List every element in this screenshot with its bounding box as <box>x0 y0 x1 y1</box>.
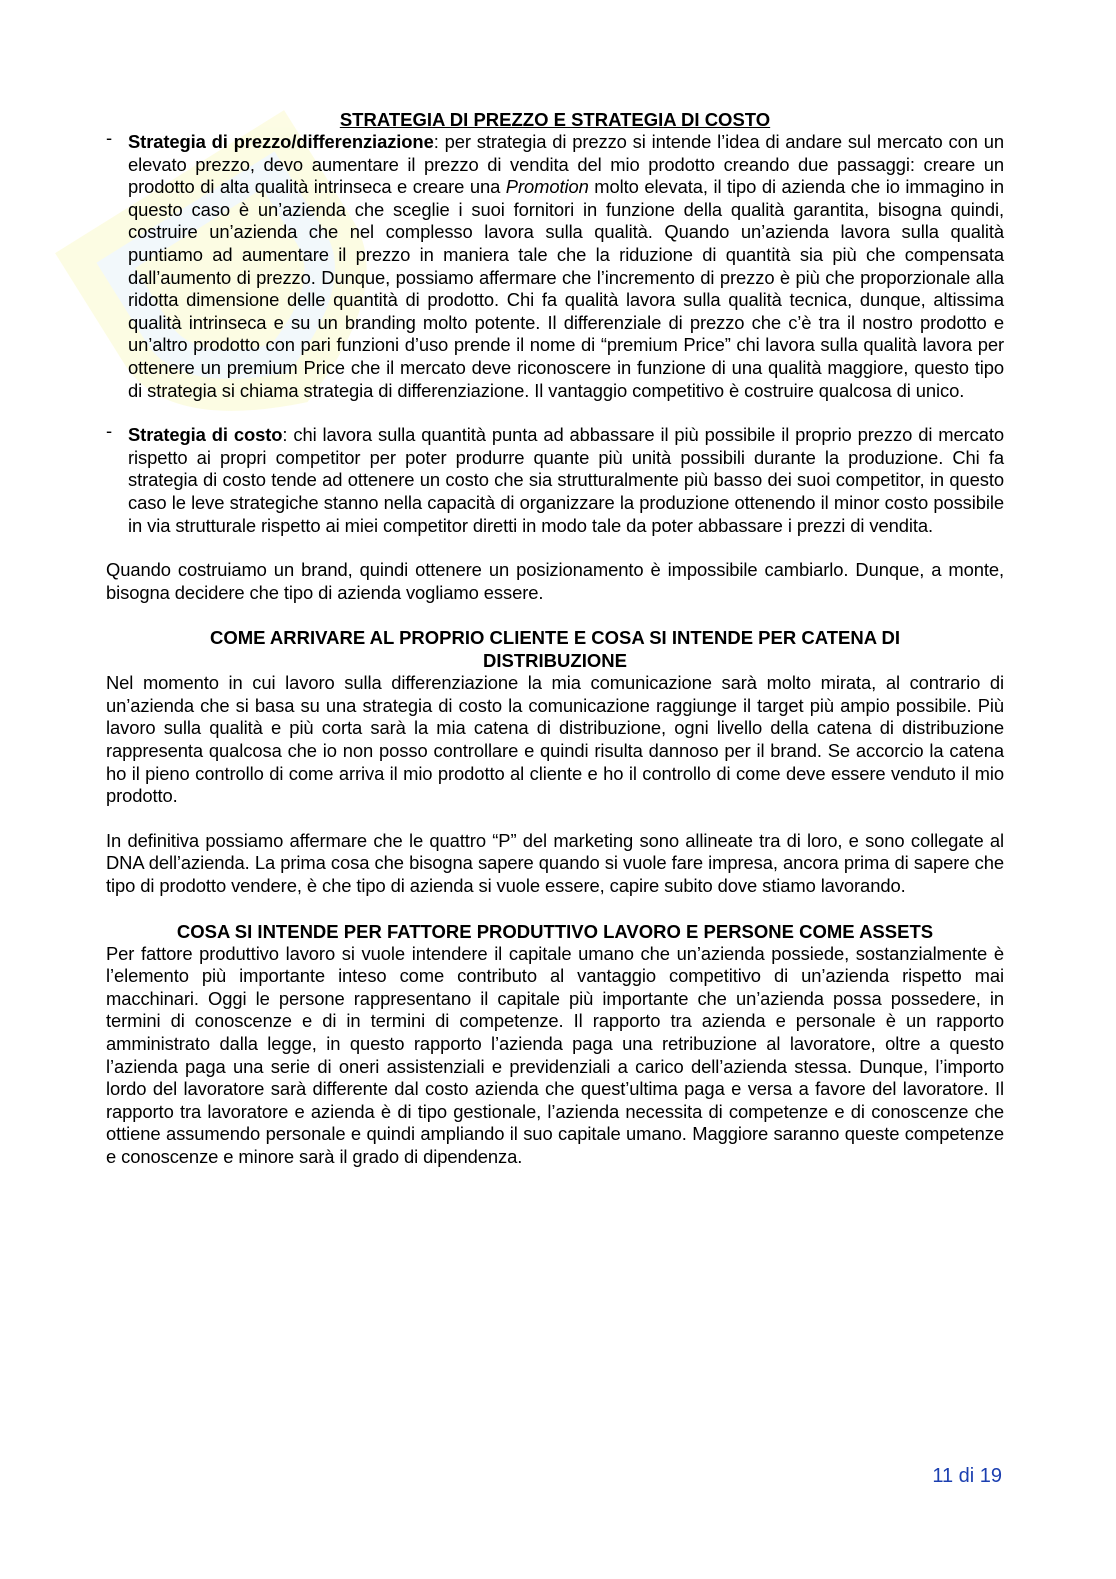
section-title-distribuzione: COME ARRIVARE AL PROPRIO CLIENTE E COSA SI INTENDE PER CATENA DI DISTRIBUZIONE <box>209 627 901 672</box>
section-title-strategia: STRATEGIA DI PREZZO E STRATEGIA DI COSTO <box>339 109 771 130</box>
paragraph-lavoro: Per fattore produttivo lavoro si vuole intendere il capitale umano che un’azienda possiede, sostanzialmente è l’elemento più importante inteso come contributo al vantaggio competitivo di un’azienda rispetto mai macchinari. Oggi le persone rappresentano il capitale più importante che un’azienda possa possedere, in termini di conoscenze e di in termini di competenze. Il rapporto tra azienda e personale è un rapporto amministrato dalla legge, in questo rapporto l’azienda paga una retribuzione al lavoratore, oltre a questo l’azienda paga una serie di oneri assistenziali e previdenziali a carico dell’azienda stessa. Dunque, l’importo lordo del lavoratore sarà differente dal costo azienda che quest’ultima paga e versa a favore del lavoratore. Il rapporto tra lavoratore e azienda è di tipo gestionale, l’azienda necessita di competenze e di conoscenze che ottiene assumendo personale e quindi ampliando il suo capitale umano. Maggiore saranno queste competenze e conoscenze e minore sarà il grado di dipendenza. <box>106 942 1004 1167</box>
term-strategia-costo: Strategia di costo <box>128 424 283 446</box>
paragraph-brand: Quando costruiamo un brand, quindi ottenere un posizionamento è impossibile cambiarlo. Dunque, a monte, bisogna decidere che tipo di azienda vogliamo essere. <box>106 559 1004 603</box>
paragraph-distribuzione: Nel momento in cui lavoro sulla differenziazione la mia comunicazione sarà molto mirata, al contrario di un’azienda che si basa su una strategia di costo la comunicazione raggiunge il target più ampio possibile. Più lavoro sulla qualità e più corta sarà la mia catena di distribuzione, ogni livello della catena di distribuzione rappresenta qualcosa che io non posso controllare e quindi risulta dannoso per il brand. Se accorcio la catena ho il pieno controllo di come arriva il mio prodotto al cliente e ho il controllo di come deve essere venduto il mio prodotto. <box>106 672 1004 807</box>
section-title-lavoro: COSA SI INTENDE PER FATTORE PRODUTTIVO LAVORO E PERSONE COME ASSETS <box>176 920 934 942</box>
bullet-strategia-costo <box>106 420 1004 537</box>
term-strategia-prezzo: Strategia di prezzo/differenziazione <box>128 131 434 152</box>
paragraph-quattro-p: In definitiva possiamo affermare che le quattro “P” del marketing sono allineate tra di loro, e sono collegate al DNA dell’azienda. La prima cosa che bisogna sapere quando si vuole fare impresa, ancora prima di sapere che tipo di prodotto vendere, è che tipo di azienda si vuole essere, capire subito dove stiamo lavorando. <box>106 829 1004 897</box>
bullet-strategia-prezzo <box>106 127 1004 402</box>
bullet-marker: - <box>106 127 113 148</box>
text-strategia-prezzo-a: : per strategia di prezzo si intende l’idea di andare sul mercato con un elevato prezzo, devo aumentare il prezzo di vendita del mio prodotto creando due passaggi: creare un prodotto di alta qualità intrinseca e creare una <box>128 131 1004 198</box>
text-strategia-prezzo-b: molto elevata, il tipo di azienda che io immagino in questo caso è un’azienda che sceglie i suoi fornitori in funzione della qualità garantita, bisogna quindi, costruire un’azienda che nel complesso lavora sulla qualità. Quando un’azienda lavora sulla qualità puntiamo ad aumentare il prezzo in maniera tale che la riduzione di quantità sia più che compensata dall’aumento di prezzo. Dunque, possiamo affermare che l’incremento di prezzo è più che proporzionale alla ridotta dimensione delle quantità di prodotto. Chi fa qualità lavora sulla qualità tecnica, dunque, altissima qualità intrinseca e su un branding molto potente. Il differenziale di prezzo che c’è tra il nostro prodotto e un’altro prodotto con pari funzioni d’uso prende il nome di “premium Price” chi lavora sulla qualità lavora per ottenere un premium Price che il mercato deve riconoscere in funzione di una qualità maggiore, questo tipo di strategia si chiama strategia di differenziazione. Il vantaggio competitivo è costruire qualcosa di unico. <box>128 176 1004 401</box>
bullet-marker: - <box>106 420 113 442</box>
document-page <box>106 108 1004 1169</box>
text-strategia-costo: : chi lavora sulla quantità punta ad abbassare il più possibile il proprio prezzo di mercato rispetto ai propri competitor per poter produrre quante più unità possibili durante la produzione. Chi fa strategia di costo tende ad ottenere un costo che sia strutturalmente più basso dei suoi competitor, in questo caso le leve strategiche stanno nella capacità di organizzare la produzione ottenendo il minor costo possibile in via strutturale rispetto ai miei competitor diretti in modo tale da poter abbassare i prezzi di vendita. <box>128 424 1004 536</box>
page-number: 11 di 19 <box>932 1465 1002 1487</box>
text-promotion: Promotion <box>505 176 589 198</box>
